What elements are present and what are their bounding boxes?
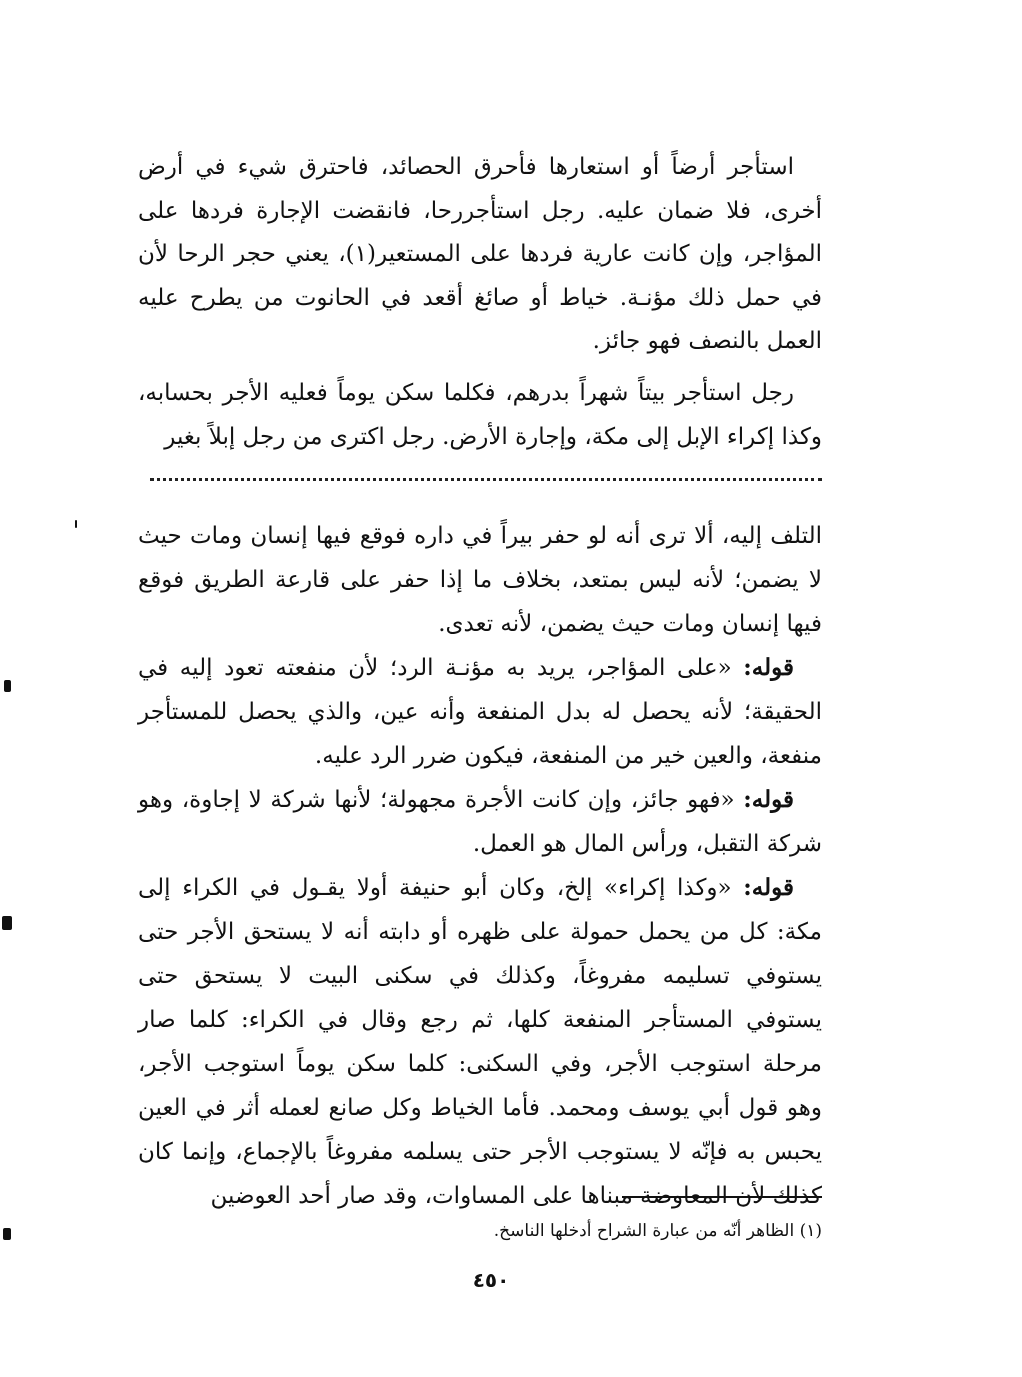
commentary-text: «وكذا إكراء» إلخ، وكان أبو حنيفة أولا يقـول في الكراء إلى مكة: كل من يحمل حمولة على ظهره أو دابته أنه لا يستحق الأجر حتى يستوفي تسليمه مفروغاً، وكذلك في سكنى البيت لا يستحق حتى يستوفي المستأجر المنفعة كلها، ثم رجع وقال في الكراء: كلما صار مرحلة استوجب الأجر، وفي السكنى: كلما سكن يوماً استوجب الأجر، وهو قول أبي يوسف ومحمد. فأما الخياط وكل صانع لعمله أثر في العين يحبس به فإنّه لا يستوجب الأجر حتى يسلمه مفروغاً بالإجماع، وإنما كان كذلك لأن المعاوضة مبناها على المساوات، وقد صار أحد العوضين xyxy=(138,875,822,1209)
commentary-text: «على المؤاجر، يريد به مؤنـة الرد؛ لأن منفعته تعود إليه في الحقيقة؛ لأنه يحصل له بدل المنفعة وأنه عين، والذي يحصل للمستأجر منفعة، والعين خير من المنفعة، فيكون ضرر الرد عليه. xyxy=(138,655,822,769)
commentary-keyword: قوله: xyxy=(743,654,795,681)
commentary-text: «فهو جائز، وإن كانت الأجرة مجهولة؛ لأنها شركة لا إجاوة، وهو شركة التقبل، ورأس المال هو العمل. xyxy=(138,787,822,857)
commentary-paragraph-3 xyxy=(138,778,822,866)
commentary-keyword: قوله: xyxy=(743,874,794,901)
footnote: (١) الظاهر أنّه من عبارة الشراح أدخلها الناسخ. xyxy=(493,1221,822,1241)
scan-speck xyxy=(2,916,12,930)
scan-speck xyxy=(4,680,11,692)
commentary-paragraph-4 xyxy=(138,866,822,1218)
page-number: ٤٥٠ xyxy=(472,1268,510,1292)
commentary-paragraph-1: التلف إليه، ألا ترى أنه لو حفر بيراً في داره فوقع فيها إنسان ومات حيث لا يضمن؛ لأنه ليس بمتعد، بخلاف ما إذا حفر على قارعة الطريق فوقع فيها إنسان ومات حيث يضمن، لأنه تعدى. xyxy=(138,523,822,637)
footnote-rule xyxy=(622,1196,822,1198)
scan-speck xyxy=(75,520,77,528)
commentary-keyword: قوله: xyxy=(743,786,794,813)
main-text-paragraph-2: رجل استأجر بيتاً شهراً بدرهم، فكلما سكن يوماً فعليه الأجر بحسابه، وكذا إكراء الإبل إلى مكة، وإجارة الأرض. رجل اكترى من رجل إبلاً بغير xyxy=(138,380,822,450)
dotted-separator xyxy=(150,478,822,481)
commentary-paragraph-2 xyxy=(138,646,822,778)
scan-speck xyxy=(3,1228,11,1240)
main-text-paragraph-1: استأجر أرضاً أو استعارها فأحرق الحصائد، فاحترق شيء في أرض أخرى، فلا ضمان عليه. رجل استأجررحا، فانقضت الإجارة فردها على المؤاجر، وإن كانت عارية فردها على المستعير(١)، يعني حجر الرحا لأن في حمل ذلك مؤنـة. خياط أو صائغ أقعد في الحانوت من يطرح عليه العمل بالنصف فهو جائز. xyxy=(138,154,822,354)
